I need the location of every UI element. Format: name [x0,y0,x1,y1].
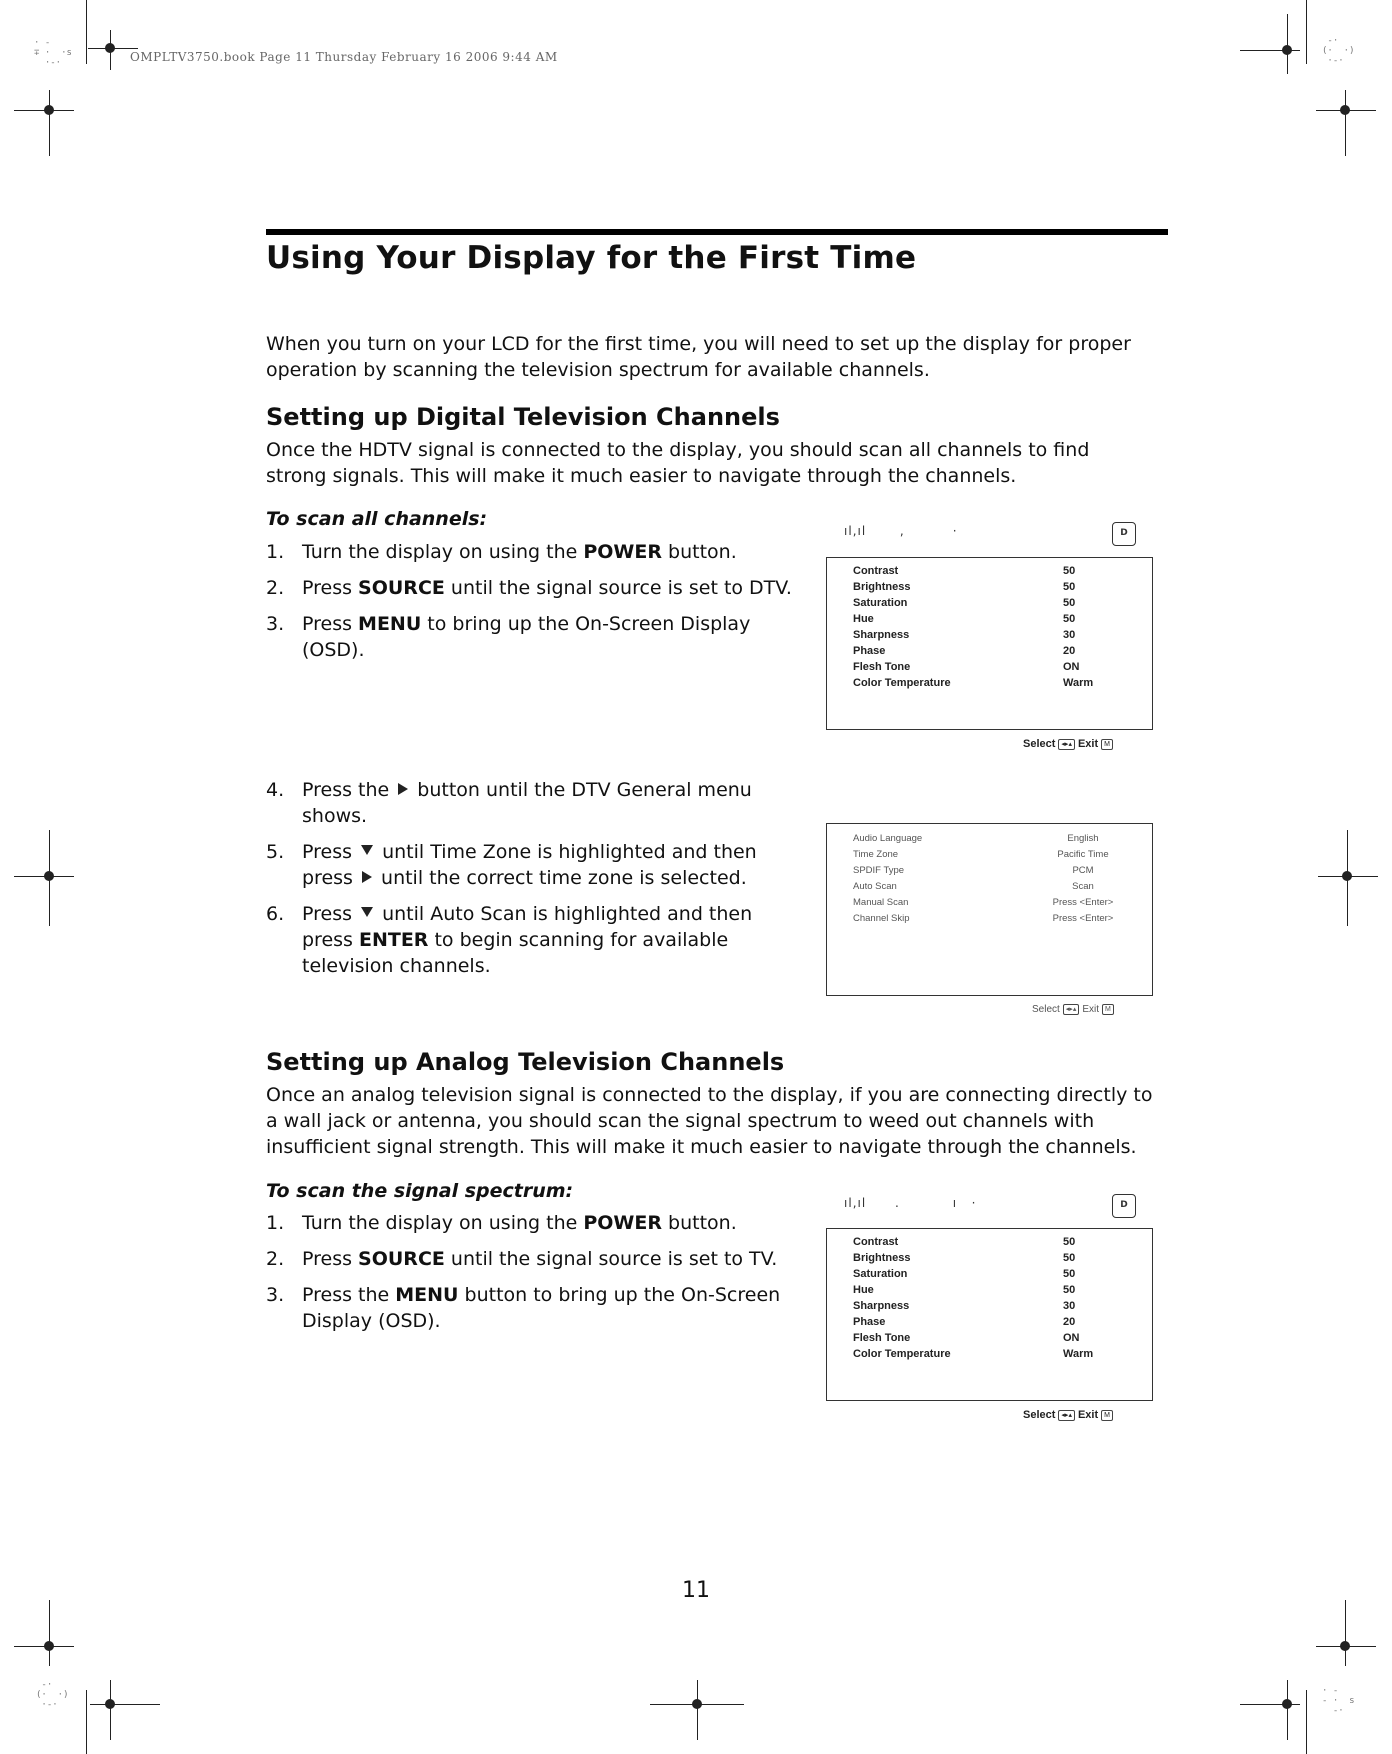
osd-row [853,913,1142,929]
osd-label: Brightness [853,1252,911,1264]
print-noise: -· (· ·) ·-· [36,1680,69,1710]
osd-select-label: Select [1023,1409,1056,1421]
print-header-line: OMPLTV3750.book Page 11 Thursday February 16 2006 9:44 AM [130,50,558,64]
digital-steps-list-a [266,539,806,663]
digital-section-title: Setting up Digital Television Channels [266,403,780,431]
osd-exit-label: Exit [1082,1004,1100,1015]
step-text: Press [302,1248,359,1270]
osd-label: Contrast [853,1236,899,1248]
osd-label: Phase [853,645,886,657]
title-rule [266,229,1168,235]
osd-value: 50 [1063,1236,1076,1248]
osd-value: Warm [1063,1348,1094,1360]
step-text: until the signal source is set to TV. [444,1248,778,1270]
registration-mark-top-right [1240,14,1300,74]
registration-mark-bottom-left [14,1600,74,1666]
arrow-keys-icon: ◂▸▴ [1063,1004,1080,1015]
osd-label: Sharpness [853,629,910,641]
osd-dtv-general-menu [826,823,1153,996]
osd-value: 20 [1063,1316,1076,1328]
down-arrow-icon [361,845,373,855]
osd-value: 30 [1063,1300,1076,1312]
osd-exit-label: Exit [1077,738,1099,750]
step-item [266,777,806,829]
tv-icon: D [1112,1194,1136,1218]
step-number: 5. [266,841,285,863]
step-key: SOURCE [358,1248,445,1270]
step-text: button until the DTV General menu shows. [302,779,752,827]
osd-row [853,629,1142,645]
registration-mark-mid-left [14,830,74,926]
step-text: Press [302,903,359,925]
analog-steps-list [266,1210,806,1334]
registration-mark-bottom-center [650,1680,744,1740]
registration-mark-top-right-2 [1316,90,1376,156]
print-noise: -· (· ·) ·-· [1322,36,1355,66]
step-number: 3. [266,1284,285,1306]
osd-row [853,881,1142,897]
osd-value: Press <Enter> [1052,897,1114,908]
down-arrow-icon [361,907,373,917]
step-text: button to bring up the On-Screen Display (OSD). [302,1284,781,1332]
step-item [266,1282,806,1334]
crop-line [1306,0,1307,64]
osd-picture-menu [826,557,1153,730]
step-number: 2. [266,1248,285,1270]
digital-intro-paragraph: Once the HDTV signal is connected to the display, you should scan all channels to find strong signals. This will make it much easier to navigate through the channels. [266,439,1090,487]
osd-row [853,1236,1142,1252]
osd-row [853,1348,1142,1364]
osd-label: Saturation [853,597,908,609]
osd-menu-tabs [828,1192,1148,1222]
step-item [266,1210,806,1236]
osd-label: Hue [853,613,874,625]
step-text: to begin scanning for available television channels. [302,929,729,977]
step-text: until the correct time zone is selected. [374,867,747,889]
osd-label: Audio Language [853,833,923,844]
step-text: Turn the display on using the [302,1212,584,1234]
step-key: POWER [583,1212,662,1234]
osd-footer [1023,738,1116,750]
step-key: MENU [358,613,422,635]
osd-select-label: Select [1023,738,1056,750]
osd-row [853,597,1142,613]
osd-row [853,1300,1142,1316]
osd-value: Press <Enter> [1052,913,1114,924]
osd-value: 50 [1063,581,1076,593]
osd-label: Auto Scan [853,881,897,892]
osd-row [853,677,1142,693]
osd-label: Time Zone [853,849,899,860]
osd-label: Saturation [853,1268,908,1280]
osd-value: 50 [1063,1252,1076,1264]
osd-label: Phase [853,1316,886,1328]
osd-menu-tabs [828,520,1148,550]
print-noise: · - - · s -· [1322,1686,1355,1716]
osd-value: English [1067,833,1099,844]
osd-label: Color Temperature [853,677,951,689]
step-text: Press the [302,1284,396,1306]
arrow-keys-icon: ◂▸▴ [1058,739,1075,750]
step-text: Press [302,841,359,863]
osd-value: 50 [1063,1268,1076,1280]
step-number: 1. [266,1212,285,1234]
osd-label: Contrast [853,565,899,577]
right-arrow-icon [398,783,408,795]
step-text: until Auto Scan is highlighted and then press [302,903,753,951]
analog-section-title: Setting up Analog Television Channels [266,1048,785,1076]
step-text: Press the [302,779,396,801]
step-text: until Time Zone is highlighted and then press [302,841,757,889]
step-text: Press [302,613,359,635]
step-text: to bring up the On-Screen Display (OSD). [302,613,751,661]
registration-mark-bottom-right-2 [1240,1680,1300,1740]
step-number: 1. [266,541,285,563]
analog-subhead: To scan the signal spectrum: [266,1180,574,1202]
osd-label: Flesh Tone [853,1332,911,1344]
arrow-keys-icon: ◂▸▴ [1058,1410,1075,1421]
osd-label: Flesh Tone [853,661,911,673]
tv-icon: D [1112,522,1136,546]
osd-select-label: Select [1032,1004,1060,1015]
step-text: Press [302,577,359,599]
osd-footer [1032,1004,1117,1015]
step-item [266,1246,806,1272]
osd-row [853,1284,1142,1300]
osd-label: Hue [853,1284,874,1296]
osd-value: Pacific Time [1057,849,1109,860]
step-item [266,575,806,601]
osd-row [853,581,1142,597]
step-number: 2. [266,577,285,599]
osd-value: ON [1063,1332,1080,1344]
osd-label: Brightness [853,581,911,593]
osd-row [853,897,1142,913]
digital-subhead: To scan all channels: [266,508,488,530]
step-item [266,539,806,565]
step-number: 4. [266,779,285,801]
right-arrow-icon [362,871,372,883]
signal-icon: ıl‚ıl . ı · [844,1196,977,1210]
registration-mark-bottom-left-2 [90,1680,160,1740]
step-text: until the signal source is set to DTV. [444,577,792,599]
menu-key-icon: M [1101,739,1113,750]
osd-row [853,645,1142,661]
step-text: button. [662,541,737,563]
step-key: SOURCE [358,577,445,599]
osd-value: 50 [1063,1284,1076,1296]
osd-value: Warm [1063,677,1094,689]
registration-mark-bottom-right [1316,1600,1376,1666]
step-item [266,839,806,891]
osd-label: Manual Scan [853,897,909,908]
osd-value: 50 [1063,565,1076,577]
osd-label: Color Temperature [853,1348,951,1360]
osd-row [853,865,1142,881]
osd-value: Scan [1072,881,1094,892]
osd-label: Sharpness [853,1300,910,1312]
osd-label: SPDIF Type [853,865,905,876]
osd-picture-menu [826,1228,1153,1401]
page-number: 11 [682,1578,710,1603]
osd-footer [1023,1409,1116,1421]
osd-exit-label: Exit [1077,1409,1099,1421]
step-text: button. [662,1212,737,1234]
osd-value: 50 [1063,597,1076,609]
osd-row [853,1252,1142,1268]
step-text: Turn the display on using the [302,541,584,563]
osd-row [853,661,1142,677]
signal-icon: ıl‚ıl , · [844,524,958,538]
osd-row [853,1316,1142,1332]
step-item [266,901,806,979]
print-noise: · - ∓ · ·s ·-· [34,38,72,68]
osd-label: Channel Skip [853,913,910,924]
osd-value: PCM [1072,865,1094,876]
crop-line [1306,1690,1307,1754]
menu-key-icon: M [1102,1004,1114,1015]
osd-row [853,1332,1142,1348]
osd-row [853,613,1142,629]
osd-row [853,565,1142,581]
osd-row [853,833,1142,849]
menu-key-icon: M [1101,1410,1113,1421]
crop-line [86,1690,87,1754]
step-key: POWER [583,541,662,563]
step-number: 6. [266,903,285,925]
step-key: MENU [395,1284,459,1306]
step-number: 3. [266,613,285,635]
osd-value: ON [1063,661,1080,673]
osd-row [853,849,1142,865]
step-item [266,611,806,663]
page-title: Using Your Display for the First Time [266,240,917,276]
registration-mark-mid-right [1318,830,1378,926]
analog-intro-paragraph: Once an analog television signal is connected to the display, if you are connecting directly to a wall jack or antenna, you should scan the signal spectrum to weed out channels with insufficient signal strength. This will make it much easier to navigate through the channels. [266,1084,1153,1158]
crop-line [86,0,87,64]
intro-paragraph: When you turn on your LCD for the first time, you will need to set up the display for proper operation by scanning the television spectrum for available channels. [266,333,1131,381]
osd-value: 20 [1063,645,1076,657]
digital-steps-list-b [266,777,806,979]
osd-value: 30 [1063,629,1076,641]
step-key: ENTER [358,929,429,951]
registration-mark-top-left-2 [14,90,74,156]
osd-row [853,1268,1142,1284]
osd-value: 50 [1063,613,1076,625]
